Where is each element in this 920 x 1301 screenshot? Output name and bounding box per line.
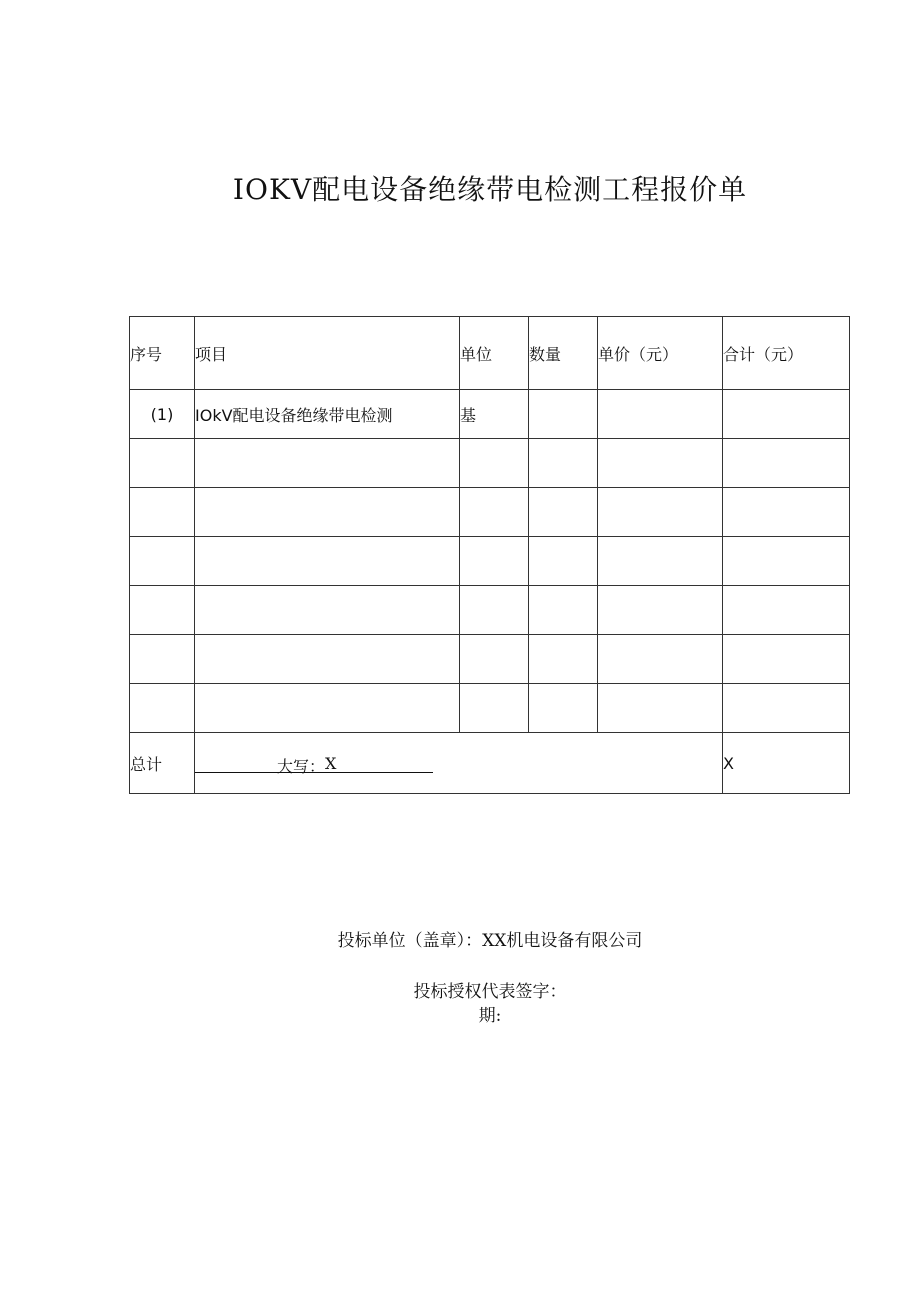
table-row (130, 635, 850, 684)
cell-price (598, 684, 723, 733)
cell-unit (460, 439, 529, 488)
cell-item (195, 635, 460, 684)
total-sum: X (723, 733, 850, 794)
cell-price (598, 390, 723, 439)
table-header-row (130, 317, 850, 390)
cell-qty (529, 537, 598, 586)
cell-qty (529, 439, 598, 488)
representative-signature: 投标授权代表签字： (413, 982, 567, 1002)
cell-sum (723, 635, 850, 684)
cell-price (598, 635, 723, 684)
cell-item (195, 488, 460, 537)
cell-no: (1) (130, 390, 195, 439)
cell-item (195, 586, 460, 635)
bidder-line: 投标单位（盖章）：XX机电设备有限公司 (337, 931, 643, 951)
cell-unit (460, 684, 529, 733)
cell-unit (460, 537, 529, 586)
header-unit: 单位 (460, 317, 529, 390)
header-qty: 数量 (529, 317, 598, 390)
cell-sum (723, 684, 850, 733)
table-row (130, 586, 850, 635)
cell-qty (529, 635, 598, 684)
table-row (130, 684, 850, 733)
header-price: 单价（元） (598, 317, 723, 390)
cell-item (195, 684, 460, 733)
header-no: 序号 (130, 317, 195, 390)
daxie-value: X (325, 753, 337, 773)
total-label: 总计 (130, 733, 195, 794)
cell-qty (529, 390, 598, 439)
cell-price (598, 439, 723, 488)
quote-table (129, 316, 850, 794)
cell-no (130, 684, 195, 733)
cell-sum (723, 439, 850, 488)
cell-qty (529, 586, 598, 635)
cell-unit: 基 (460, 390, 529, 439)
page-title: IOKV配电设备绝缘带电检测工程报价单 (232, 173, 748, 206)
cell-item (195, 537, 460, 586)
total-row (130, 733, 850, 794)
blank-line (195, 754, 277, 773)
total-daxie-cell (195, 733, 723, 794)
daxie-label: 大写： (277, 754, 325, 773)
cell-qty (529, 684, 598, 733)
cell-unit (460, 635, 529, 684)
cell-no (130, 537, 195, 586)
cell-sum (723, 537, 850, 586)
cell-unit (460, 488, 529, 537)
blank-line (342, 754, 433, 773)
table-row (130, 537, 850, 586)
header-sum: 合计（元） (723, 317, 850, 390)
table-row (130, 390, 850, 439)
cell-price (598, 488, 723, 537)
table-row (130, 439, 850, 488)
cell-sum (723, 488, 850, 537)
cell-item (195, 439, 460, 488)
cell-sum (723, 586, 850, 635)
date-label: 期: (478, 1006, 502, 1026)
cell-price (598, 586, 723, 635)
header-item: 项目 (195, 317, 460, 390)
table-row (130, 488, 850, 537)
cell-unit (460, 586, 529, 635)
cell-no (130, 488, 195, 537)
cell-no (130, 439, 195, 488)
cell-no (130, 586, 195, 635)
cell-sum (723, 390, 850, 439)
cell-item: IOkV配电设备绝缘带电检测 (195, 390, 460, 439)
cell-price (598, 537, 723, 586)
cell-qty (529, 488, 598, 537)
cell-no (130, 635, 195, 684)
